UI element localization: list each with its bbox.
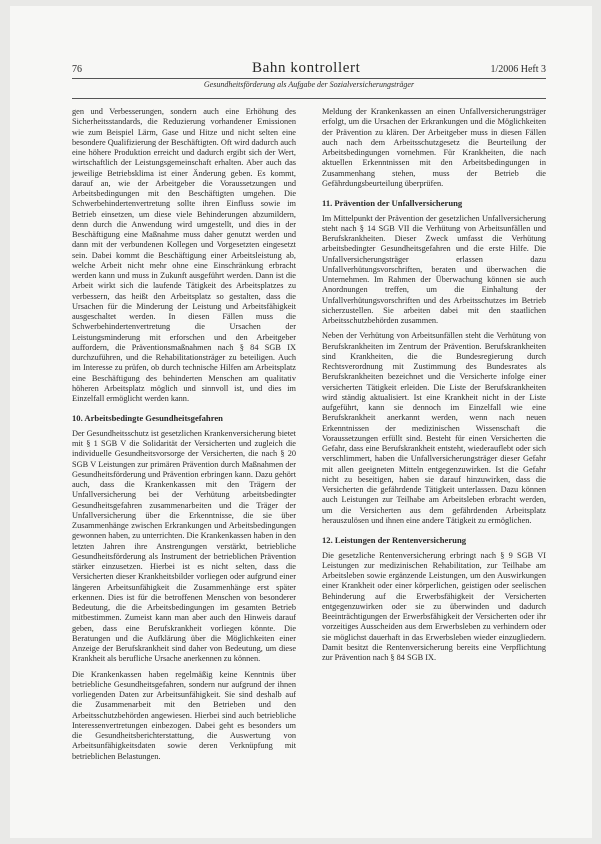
section-heading: 12. Leistungen der Rentenversicherung: [322, 535, 467, 545]
section-heading: 10. Arbeitsbedingte Gesundheitsgefahren: [72, 413, 223, 424]
issue-label: 1/2006 Heft 3: [490, 64, 546, 75]
paragraph: Neben der Verhütung von Arbeitsunfällen steht die Verhütung von Berufskrankheiten im Zentrum der Prävention. Berufskrankheiten sind Krankheiten, die die Bundesregierung durch Rechtsverordnung mit Zustimmung des Bundesrates als Berufskrankheiten bezeichnet und die Versicherte infolge einer versicherten Tätigkeit erleiden. Die Liste der Berufskrankheiten wird ständig aktualisiert. Ist eine Krankheit nicht in der Liste aufgeführt, kann sie dennoch im Einzelfall wie eine Berufskrankheit anerkannt werden, wenn nach neuen Erkenntnissen der medizinischen Wissenschaft die Voraussetzungen erfüllt sind. Besteht für einen Versicherten die Gefahr, dass eine Berufskrankheit entsteht, wiederauflebt oder sich verschlimmert, haben die Unfallversicherungsträger dieser Gefahr mit allen geeigneten Mitteln entgegenzuwirken. Ist die Gefahr nicht zu beseitigen, haben sie darauf hinzuwirken, dass die Versicherten die gefährdende Tätigkeit unterlassen. Dazu können auch Leistungen zur Teilhabe am Arbeitsleben erbracht werden, um die Versicherten aus dem gefährdenden Arbeitsplatz herauszulösen und ihnen eine andere Tätigkeit zu ermöglichen.: [322, 331, 546, 525]
paragraph: Die gesetzliche Rentenversicherung erbringt nach § 9 SGB VI Leistungen zur medizinischen Rehabilitation, zur Teilhabe am Arbeitsleben sowie ergänzende Leistungen, um den Auswirkungen einer Krankheit oder einer körperlichen, geistigen oder seelischen Behinderung auf die Erwerbsfähigkeit der Versicherten entgegenzuwirken oder sie zu überwinden und dadurch Beeinträchtigungen der Erwerbsfähigkeit der Versicherten oder ihr vorzeitiges Ausscheiden aus dem Erwerbsleben zu verhindern oder sie möglichst dauerhaft in das Erwerbsleben wieder einzugliedern. Damit besitzt die Rentenversicherung bereits eine Verpflichtung zur Prävention nach § 84 SGB IX.: [322, 550, 546, 662]
paragraph: Meldung der Krankenkassen an einen Unfallversicherungsträger erfolgt, um die Ursachen der Erkrankungen und die Möglichkeiten der Prävention zu klären. Der Arbeitgeber muss in diesen Fällen auch nach dem Arbeitsschutzgesetz die Beurteilung der Arbeitsbedingungen vornehmen. Für Krankheiten, die nach aktuellen Erkenntnissen mit den Arbeitsbedingungen in Zusammenhang stehen, muss der Betrieb die Gefährdungsbeurteilung überprüfen.: [322, 107, 546, 188]
left-column: [72, 107, 296, 762]
header-subtitle: Gesundheitsförderung als Aufgabe der Sozialversicherungsträger: [203, 80, 415, 89]
section-heading: 11. Prävention der Unfallversicherung: [322, 198, 463, 208]
paragraph: Die Krankenkassen haben regelmäßig keine Kenntnis über betriebliche Gesundheitsgefahren, sondern nur aufgrund der ihnen vorliegenden Daten zur Arbeitsunfähigkeit. Sie sind deshalb auf die Zusammenarbeit mit den Betrieben und den Arbeitsschutzbehörden angewiesen. Hierbei sind auch betriebliche Interessenvertretungen einbezogen. Dabei geht es besonders um die Gesundheitsberichterstattung, die Auswertung von Arbeitsunfähigkeitsdaten sowie deren Verknüpfung mit betrieblichen Belastungen.: [72, 669, 296, 761]
document-page: [10, 6, 592, 838]
right-column: [322, 107, 546, 663]
paragraph: Im Mittelpunkt der Prävention der gesetzlichen Unfallversicherung steht nach § 14 SGB VII die Verhütung von Arbeitsunfällen und Berufskrankheiten. Dieser Zweck umfasst die Verhütung arbeitsbedingter Gesundheitsgefahren und die erste Hilfe. Die Unfallversicherungsträger erlassen dazu Unfallverhütungsvorschriften, beraten und überwachen die Unternehmen. Im Rahmen der Überwachung können sie auch Anordnungen treffen, um die Einhaltung der Unfallverhütungsvorschriften und des Arbeitsschutzes im Betrieb sicherzustellen. Sie arbeiten dabei mit den staatlichen Arbeitsschutzbehörden zusammen.: [322, 213, 546, 325]
paragraph: gen und Verbesserungen, sondern auch eine Erhöhung des Sicherheitsstandards, die Reduzierung vorhandener Emissionen wie zum Beispiel Lärm, Gase und Hitze und nicht selten eine besondere Qualifizierung der Beschäftigten. Oft wird dadurch auch eine höhere Produktion erreicht und dadurch ergibt sich der Wert, wirtschaftlich der Leistungsgemeinschaft erhalten. Aber auch das jeweilige Betriebsklima ist einer Änderung geben. Es kommt, darauf an, wie der Arbeitgeber die Voraussetzungen und Arbeitsbedingungen mit den Beschäftigten umgehen. Die Schwerbehindertenvertretung sollte ihren Einfluss sowie im Betrieb einsetzen, um diese viele Behinderungen abzumildern, denn durch die Anwendung wird umgestellt, und dies in der Beschäftigung eine Maßnahme muss daher genutzt werden und dann mit der verbundenen Kollegen und Vorgesetzten eingesetzt sein. Dabei kommt die Beschäftigung einer Arbeitsleistung ab, welche Arbeit nicht mehr ohne eine Einschränkung erbracht werden kann und muss in Zukunft ausgeführt werden. Dann ist die Arbeit wirkt sich die laufende Tätigkeit des Arbeitsplatzes zu verbessern, das heißt den Arbeitsplatz so gestalten, dass die Ursachen für die Minderung der Leistung und Arbeitsfähigkeit ausgeschaltet werden. In diesen Fällen muss die Schwerbehindertenvertretung die Ursachen der Leistungsminderung mit erforschen und den Arbeitgeber auffordern, die Präventionsmaßnahmen nach § 84 SGB IX durchzuführen, und die Rehabilitationsträger zu beteiligen. Auch im Interesse zu prüfen, ob durch technische Hilfen am Arbeitsplatz eine Beschäftigung des behinderten Menschen am qualitativ höheren Arbeitsplatz möglich und sinnvoll ist, und dies im Einzelfall ermöglicht werden kann.: [72, 107, 296, 403]
journal-title: Bahn kontrollert: [252, 60, 361, 76]
header-rule-lower: [72, 98, 546, 99]
header-rule: [72, 78, 546, 79]
page-header: [72, 60, 546, 94]
page-number: 76: [72, 64, 82, 75]
paragraph: Der Gesundheitsschutz ist gesetzlichen Krankenversicherung bietet mit § 1 SGB V die Solidarität der Versicherten und zugleich die individuelle Gesundheitsvorsorge der Versicherten, die nach § 20 SGB V Leistungen zur primären Prävention durch Maßnahmen der Gesundheitsförderung und Prävention erbringen kann. Dazu gehört auch, dass die Krankenkassen mit den Trägern der Unfallversicherung bei der Verhütung arbeitsbedingter Gesundheitsgefahren zusammenarbeiten und die Träger der Unfallversicherung über die Erkenntnisse, die sie über Zusammenhänge zwischen Erkrankungen und Arbeitsbedingungen gewonnen haben, zu unterrichten. Die Krankenkassen haben in den letzten Jahren ihre Anstrengungen verstärkt, betriebliche Gesundheitsförderung als Instrument der betrieblichen Prävention stärker einzusetzen. Hierbei ist es nicht selten, dass die Versicherten dieser Krankheitsbilder vorliegen oder aufgrund einer längeren Arbeitsunfähigkeit die Zusammenhänge erst später erkennen. Dies ist für die betroffenen Menschen von besonderer Bedeutung, die die Arbeitsbedingungen im gesamten Betrieb mitbestimmen. Zumeist kann man aber auch den Hinweis darauf geben, dass eine Berufskrankheit vorliegen könnte. Die Beratungen und die Aufklärung über die Möglichkeiten einer Anzeige der Berufskrankheit sind daher von Bedeutung, um diese Krankheit als berufliche Ursache anerkennen zu können.: [72, 428, 296, 664]
